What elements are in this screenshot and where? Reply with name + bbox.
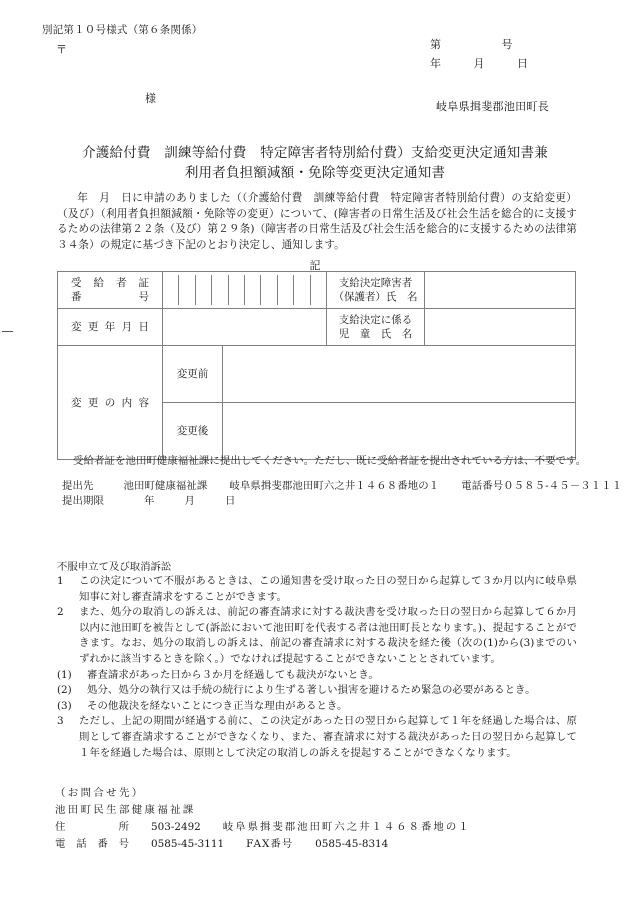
recipient-number-digit[interactable] [294, 275, 310, 305]
appeal-item-text: また、処分の取消しの訴えは、前記の審査請求に対する裁決書を受け取った日の翌日から起算して６か月以内に池田町を被告として(訴訟において池田町を代表する者は池田町長となります。)、提起することができます。なお、処分の取消しの訴えは、前記の審査請求に対する裁決を経た後（次の(1)から(3)までのいずれかに該当するときを除く。）でなければ提起することができないこととされています。 [79, 606, 577, 665]
body-paragraph-text: 年 月 日に申請のありました（（介護給付費 訓練等給付費 特定障害者特別給付費）の支給変更）（及び）（利用者負担額減額・免除等の変更）について、(障害者の日常生活及び社会生活を総合的に支援するための法律第２２条（及び）第２９条)（障害者の日常生活及び社会生活を総合的に支援するための法律第３４条）の規定に基づき下記のとおり決定し、通知します。 [57, 192, 577, 251]
ki-marker: 記 [309, 259, 321, 272]
appeal-item-text: 処分、処分の執行又は手続の続行により生ずる著しい損害を避けるため緊急の必要があるとき。 [87, 684, 536, 697]
submit-destination-tel: 電話番号０５８５-４５－３１１１ [461, 480, 623, 492]
beneficiary-name-value[interactable] [425, 272, 576, 309]
appeal-item [57, 683, 577, 699]
submit-certificate-note: 受給者証を池田町健康福祉課に提出してください。ただし、既に受給者証を提出されている方は、不要です。 [73, 455, 587, 467]
contact-fax-value: 0585-45-8314 [315, 838, 389, 850]
issuer-name: 岐阜県揖斐郡池田町長 [436, 100, 549, 113]
appeal-item-text: ただし、上記の期間が経過する前に、この決定があった日の翌日から起算して１年を経過した場合は、原則として審査請求することができなくなり、また、審査請求に対する裁決があった日の翌日から起算して１年を経過した場合は、原則として決定の取消しの訴えを提起することができなくなります。 [79, 715, 577, 759]
change-date-value[interactable] [163, 309, 327, 346]
recipient-number-digit[interactable] [245, 275, 261, 305]
recipient-number-label-line1: 受給者証 [71, 277, 149, 289]
child-name-label [327, 309, 425, 346]
appeal-item [57, 605, 577, 667]
appeal-item [57, 699, 577, 715]
appeal-item-text: 審査請求があった日から３か月を経過しても裁決がないとき。 [87, 668, 379, 681]
decision-table [57, 271, 576, 460]
recipient-number-digit[interactable] [229, 275, 245, 305]
margin-tick-mark [2, 331, 13, 332]
child-name-value[interactable] [425, 309, 576, 346]
beneficiary-name-label [327, 272, 425, 309]
child-name-label-line2: 児 童 氏 名 [338, 328, 413, 340]
document-date-day: 日 [517, 57, 528, 70]
page-title-line-1: 介護給付費 訓練等給付費 特定障害者特別給付費）支給変更決定通知書兼 [82, 145, 548, 161]
submit-deadline-year: 年 [143, 495, 155, 507]
document-number-line [430, 36, 580, 52]
appeal-item-number: 3 [57, 715, 64, 728]
change-date-label [58, 309, 163, 346]
submit-deadline-line [62, 492, 235, 507]
recipient-number-digit[interactable] [261, 275, 277, 305]
change-after-value[interactable] [223, 403, 576, 460]
submit-deadline-label: 提出期限 [62, 495, 104, 507]
addressee-honorific: 様 [145, 92, 156, 105]
appeal-item-number: (3) [57, 699, 72, 712]
submit-destination-line [62, 477, 622, 492]
appeal-item-text: この決定について不服があるときは、この通知書を受け取った日の翌日から起算して３か月以内に岐阜県知事に対し審査請求をすることができます。 [79, 575, 577, 603]
contact-postal-code: 503-2492 [151, 821, 201, 833]
appeal-item-list [57, 574, 577, 761]
contact-block [55, 785, 471, 853]
contact-tel-line [55, 836, 471, 853]
document-date-month: 月 [473, 57, 485, 70]
page-title [0, 143, 630, 183]
table-row-change-before [58, 346, 576, 403]
contact-tel-label: 電話番号 [55, 838, 129, 850]
recipient-number-digit[interactable] [311, 275, 326, 305]
submit-deadline-month: 月 [184, 495, 195, 507]
beneficiary-name-label-line1: 支給決定障害者 [338, 277, 413, 289]
recipient-number-digit[interactable] [212, 275, 228, 305]
table-row-recipient-number [58, 272, 576, 309]
postal-code-mark: 〒 [56, 43, 67, 56]
submit-destination-dept: 池田町健康福祉課 [123, 480, 208, 492]
contact-address-label: 住所 [55, 821, 129, 833]
document-number-dai-label: 第 [430, 38, 442, 51]
change-content-label [58, 346, 163, 460]
appeal-section-heading: 不服申立て及び取消訴訟 [57, 561, 172, 573]
contact-address-value: 岐阜県揖斐郡池田町六之井１４６８番地の１ [222, 821, 471, 833]
recipient-number-digit[interactable] [278, 275, 294, 305]
appeal-item [57, 714, 577, 761]
submit-deadline-day: 日 [224, 495, 236, 507]
contact-department: 池田町民生部健康福祉課 [55, 804, 196, 816]
appeal-item-number: 2 [57, 606, 64, 619]
contact-tel-value: 0585-45-3111 [151, 838, 225, 850]
submit-destination-label: 提出先 [62, 480, 94, 492]
recipient-number-digit[interactable] [179, 275, 195, 305]
page-title-line-2: 利用者負担額減額・免除等変更決定通知書 [184, 165, 446, 181]
contact-fax-label: FAX番号 [246, 838, 294, 850]
beneficiary-name-label-line2: （保護者）氏 名 [333, 291, 418, 303]
recipient-number-label [58, 272, 163, 309]
appeal-item-number: 1 [57, 575, 64, 587]
change-content-label-text: 変更の内容 [71, 396, 149, 409]
child-name-label-line1: 支給決定に係る [338, 314, 413, 326]
appeal-item-number: (2) [57, 684, 72, 697]
appeal-item [57, 668, 577, 684]
submit-destination-address: 岐阜県揖斐郡池田町六之井１４６８番地の１ [229, 480, 440, 492]
appeal-item-text: その他裁決を経ないことにつき正当な理由があるとき。 [87, 699, 348, 712]
recipient-number-label-line2: 番号 [71, 291, 149, 303]
recipient-number-input[interactable] [163, 272, 327, 309]
document-date-line [430, 55, 580, 71]
appeal-item [57, 574, 577, 605]
contact-heading: （お問合せ先） [55, 787, 145, 799]
appeal-item-number: (1) [57, 668, 72, 681]
form-id-label: 別記第１０号様式（第６条関係） [42, 24, 203, 36]
recipient-number-digit[interactable] [196, 275, 212, 305]
document-date-year: 年 [430, 57, 441, 70]
recipient-number-digit[interactable] [163, 275, 179, 305]
document-number-go-label: 号 [501, 38, 513, 51]
change-after-label: 変更後 [163, 403, 223, 460]
contact-address-line [55, 819, 471, 836]
table-row-change-date [58, 309, 576, 346]
body-paragraph [57, 191, 577, 253]
change-before-label: 変更前 [163, 346, 223, 403]
change-date-label-text: 変更年月日 [71, 321, 149, 333]
change-before-value[interactable] [223, 346, 576, 403]
